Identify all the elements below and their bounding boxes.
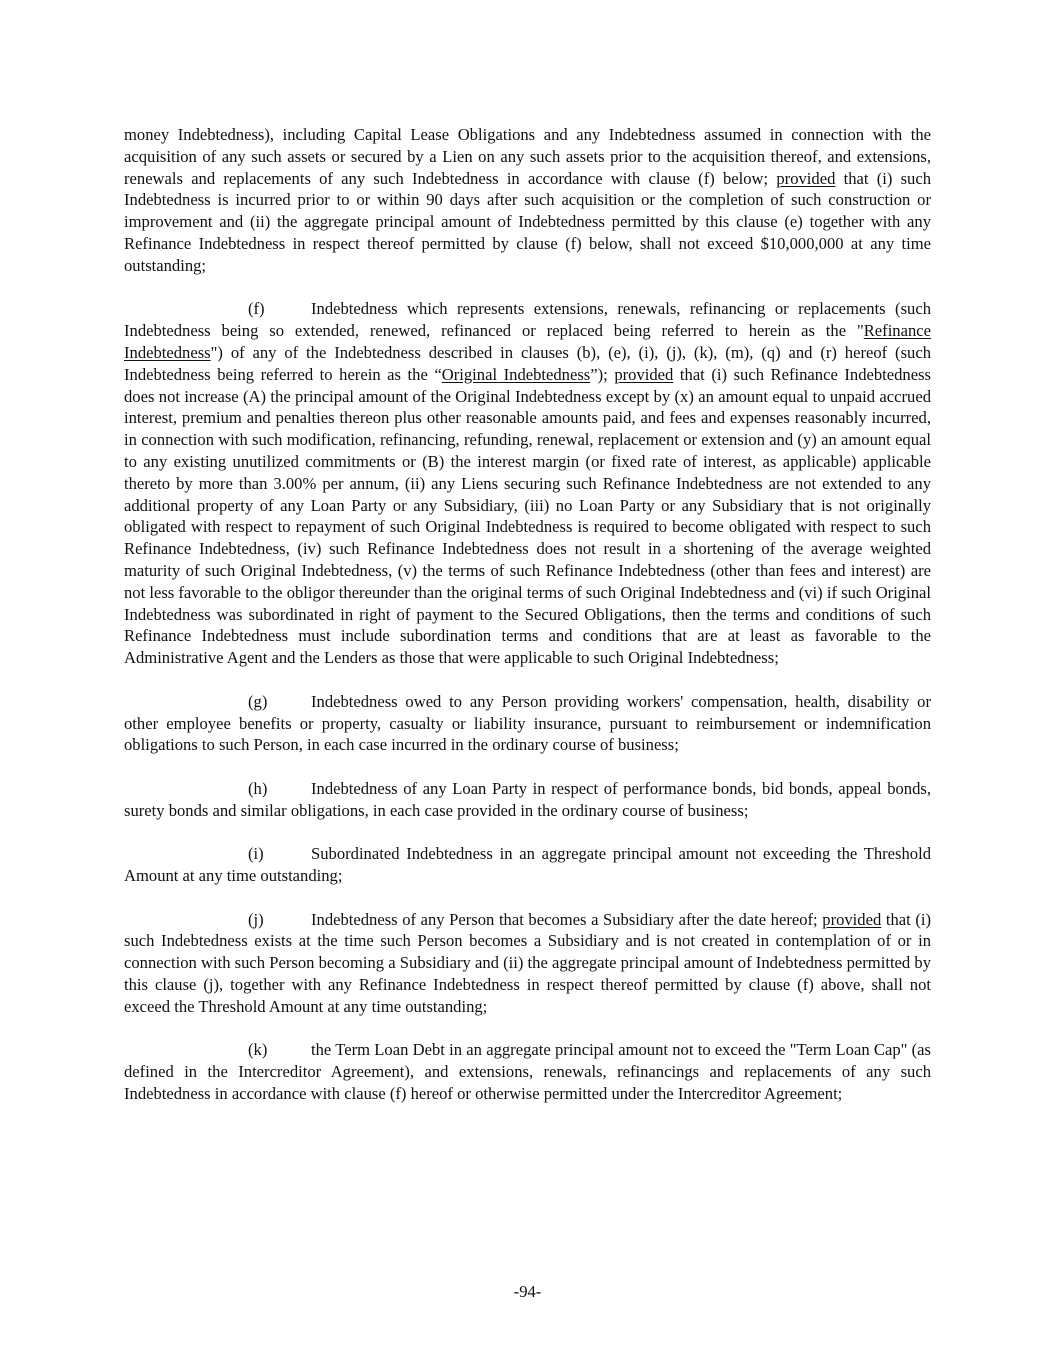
paragraph-h (124, 778, 931, 822)
underlined-term: provided (822, 909, 882, 929)
paragraph-text: Indebtedness of any Loan Party in respect of performance bonds, bid bonds, appeal bonds, surety bonds and similar obligations, in each case provided in the ordinary course of business; (124, 778, 931, 820)
paragraph-text: Indebtedness of any Person that becomes a Subsidiary after the date hereof; (311, 909, 823, 929)
paragraph-text: ”); (590, 364, 615, 384)
underlined-term: provided (776, 168, 836, 188)
clause-label: (k) (248, 1040, 268, 1060)
clause-label: (f) (248, 299, 265, 319)
page-number: -94- (513, 1282, 542, 1301)
paragraph-text: Indebtedness which represents extensions, renewals, refinancing or replacements (such Indebtedness being so extended, renewed, refinanced or replaced being referred to herein as the " (124, 299, 931, 341)
paragraph-text: the Term Loan Debt in an aggregate principal amount not to exceed the "Term Loan Cap" (as defined in the Intercreditor Agreement), and extensions, renewals, refinancings and replacements of any such Indebtedness in accordance with clause (f) hereof or otherwise permitted under the Intercreditor Agreement; (124, 1040, 931, 1104)
paragraph-f (124, 298, 931, 669)
paragraph-text: Subordinated Indebtedness in an aggregate principal amount not exceeding the Threshold Amount at any time outstanding; (124, 844, 931, 886)
paragraph-text: that (i) such Indebtedness exists at the time such Person becomes a Subsidiary and is not created in contemplation of or in connection with such Person becoming a Subsidiary and (ii) the aggregate principal amount of Indebtedness permitted by this clause (j), together with any Refinance Indebtedness in respect thereof permitted by clause (f) above, shall not exceed the Threshold Amount at any time outstanding; (124, 909, 931, 1016)
document-body (124, 124, 931, 1127)
underlined-term: Original Indebtedness (441, 364, 591, 384)
paragraph-k (124, 1039, 931, 1104)
underlined-term: Refinance Indebtedness (124, 321, 931, 362)
paragraph-text: that (i) such Indebtedness is incurred prior to or within 90 days after such acquisition or the completion of such construction or improvement and (ii) the aggregate principal amount of Indebtedness permitted by this clause (e) together with any Refinance Indebtedness in respect thereof permitted by clause (f) below, shall not exceed $10,000,000 at any time outstanding; (124, 168, 931, 275)
underlined-term: provided (614, 364, 674, 384)
paragraph-text: money Indebtedness), including Capital Lease Obligations and any Indebtedness assumed in connection with the acquisition of any such assets or secured by a Lien on any such assets prior to the acquisition thereof, and extensions, renewals and replacements of any such Indebtedness in accordance with clause (f) below; (124, 125, 931, 188)
paragraph-j (124, 909, 931, 1018)
paragraph-text: that (i) such Refinance Indebtedness does not increase (A) the principal amount of the Original Indebtedness except by (x) an amount equal to unpaid accrued interest, premium and penalties thereon plus other reasonable amounts paid, and fees and expenses reasonably incurred, in connection with such modification, refinancing, refunding, renewal, replacement or extension and (y) an amount equal to any existing unutilized commitments or (B) the interest margin (or fixed rate of interest, as applicable) applicable thereto by more than 3.00% per annum, (ii) any Liens securing such Refinance Indebtedness are not extended to any additional property of any Loan Party or any Subsidiary, (iii) no Loan Party or any Subsidiary that is not originally obligated with respect to repayment of such Original Indebtedness is required to become obligated with respect to such Refinance Indebtedness, (iv) such Refinance Indebtedness does not result in a shortening of the average weighted maturity of such Original Indebtedness, (v) the terms of such Refinance Indebtedness (other than fees and interest) are not less favorable to the obligor thereunder than the original terms of such Original Indebtedness and (vi) if such Original Indebtedness was subordinated in right of payment to the Secured Obligations, then the terms and conditions of such Refinance Indebtedness must include subordination terms and conditions that are at least as favorable to the Administrative Agent and the Lenders as those that were applicable to such Original Indebtedness; (124, 364, 932, 668)
paragraph-g (124, 691, 931, 756)
clause-label: (i) (248, 844, 264, 864)
clause-label: (g) (248, 691, 268, 711)
paragraph-i (124, 843, 931, 887)
paragraph-text: ") of any of the Indebtedness described in clauses (b), (e), (i), (j), (k), (m), (q) and (r) hereof (such Indebtedness being referred to herein as the “ (124, 342, 931, 384)
clause-label: (h) (248, 778, 268, 798)
clause-label: (j) (248, 909, 264, 929)
paragraph-text: Indebtedness owed to any Person providing workers' compensation, health, disability or other employee benefits or property, casualty or liability insurance, pursuant to reimbursement or indemnification obligations to such Person, in each case incurred in the ordinary course of business; (124, 691, 931, 755)
paragraph-e-continued (124, 124, 931, 277)
